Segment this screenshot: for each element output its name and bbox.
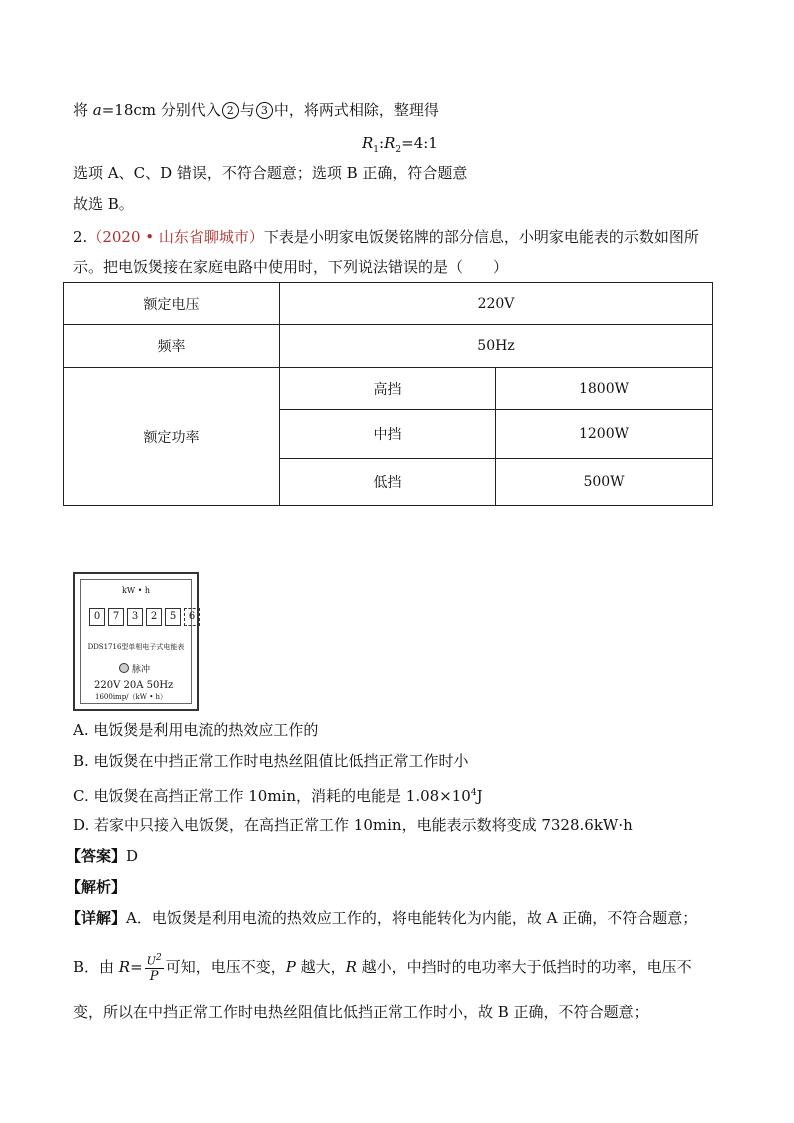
meter-pulse: 脉冲 bbox=[119, 662, 150, 675]
meter-digit: 7 bbox=[108, 608, 124, 626]
meter-digit: 5 bbox=[165, 608, 181, 626]
meter-digits bbox=[89, 608, 203, 626]
table-row bbox=[64, 283, 713, 325]
meter-digit-decimal: 6 bbox=[184, 608, 200, 626]
meter-digit: 2 bbox=[146, 608, 162, 626]
table-cell: 额定电压 bbox=[64, 283, 280, 325]
formula-fraction: $\frac{U^2}{P}$ bbox=[146, 953, 162, 984]
table-cell: 低挡 bbox=[280, 459, 496, 506]
answer-value: D bbox=[126, 847, 139, 865]
table-row bbox=[64, 325, 713, 368]
meter-spec: 220V 20A 50Hz bbox=[94, 680, 174, 691]
option-c: C. 电饭煲在高挡正常工作 10min，消耗的电能是 $1.08\times 10^4J$ bbox=[73, 787, 483, 805]
answer-label: 【答案】 bbox=[66, 847, 127, 865]
table-cell: 50Hz bbox=[280, 325, 713, 368]
text-line: 故选 B。 bbox=[73, 195, 134, 213]
analysis-label: 【解析】 bbox=[66, 878, 127, 896]
resistance-ratio: $R_1:R_2=4:1$ bbox=[362, 134, 438, 155]
question-source: （2020 • 山东省聊城市） bbox=[87, 228, 264, 246]
meter-model: DDS1716型单相电子式电能表 bbox=[87, 643, 185, 651]
option-b: B. 电饭煲在中挡正常工作时电热丝阻值比低挡正常工作时小 bbox=[73, 752, 469, 770]
option-d: D. 若家中只接入电饭煲，在高挡正常工作 10min，电能表示数将变成 7328.6kW·h bbox=[73, 816, 633, 834]
table-cell: 220V bbox=[280, 283, 713, 325]
table-cell: 1800W bbox=[496, 368, 713, 410]
table-cell: 频率 bbox=[64, 325, 280, 368]
meter-digit: 3 bbox=[127, 608, 143, 626]
meter-imp: 1600imp/（kW • h） bbox=[95, 693, 168, 701]
text-line: 将 a=18cm 分别代入 2 与 3 中，将两式相除，整理得 bbox=[73, 101, 439, 119]
variable-a: a bbox=[92, 101, 102, 119]
table-cell: 500W bbox=[496, 459, 713, 506]
option-a: A. 电饭煲是利用电流的热效应工作的 bbox=[73, 721, 319, 739]
table-cell: 中挡 bbox=[280, 410, 496, 459]
text-line: 选项 A、C、D 错误，不符合题意；选项 B 正确，符合题意 bbox=[73, 164, 468, 182]
analysis-detail-b-line2: 变，所以在中挡正常工作时电热丝阻值比低挡正常工作时小，故 B 正确，不符合题意； bbox=[73, 1003, 649, 1021]
table-cell: 1200W bbox=[496, 410, 713, 459]
rice-cooker-spec-table bbox=[63, 282, 713, 506]
question-stem-line2: 示。把电饭煲接在家庭电路中使用时，下列说法错误的是（ ） bbox=[73, 258, 509, 276]
analysis-detail-b: B．由 R= $\frac{U^2}{P}$ 可知，电压不变，P 越大，R 越小，中挡时的电功率大于低挡时的功率，电压不 bbox=[73, 953, 692, 984]
answer bbox=[66, 846, 138, 866]
table-row bbox=[64, 368, 713, 410]
table-cell: 高挡 bbox=[280, 368, 496, 410]
question-stem: 2.（2020 • 山东省聊城市）下表是小明家电饭煲铭牌的部分信息，小明家电能表的示数如图所 bbox=[73, 228, 699, 246]
meter-unit: kW • h bbox=[121, 586, 151, 595]
circled-number-2: 2 bbox=[222, 102, 239, 119]
circled-number-3: 3 bbox=[256, 102, 273, 119]
meter-digit: 0 bbox=[89, 608, 105, 626]
question-number: 2. bbox=[73, 228, 88, 246]
pulse-led-icon bbox=[119, 663, 129, 673]
electric-energy-meter-figure bbox=[73, 572, 199, 711]
meter-panel bbox=[80, 579, 196, 704]
analysis-detail-a: 【详解】A．电饭煲是利用电流的热效应工作的，将电能转化为内能，故 A 正确，不符合题意； bbox=[66, 909, 698, 927]
table-cell: 额定功率 bbox=[64, 368, 280, 506]
